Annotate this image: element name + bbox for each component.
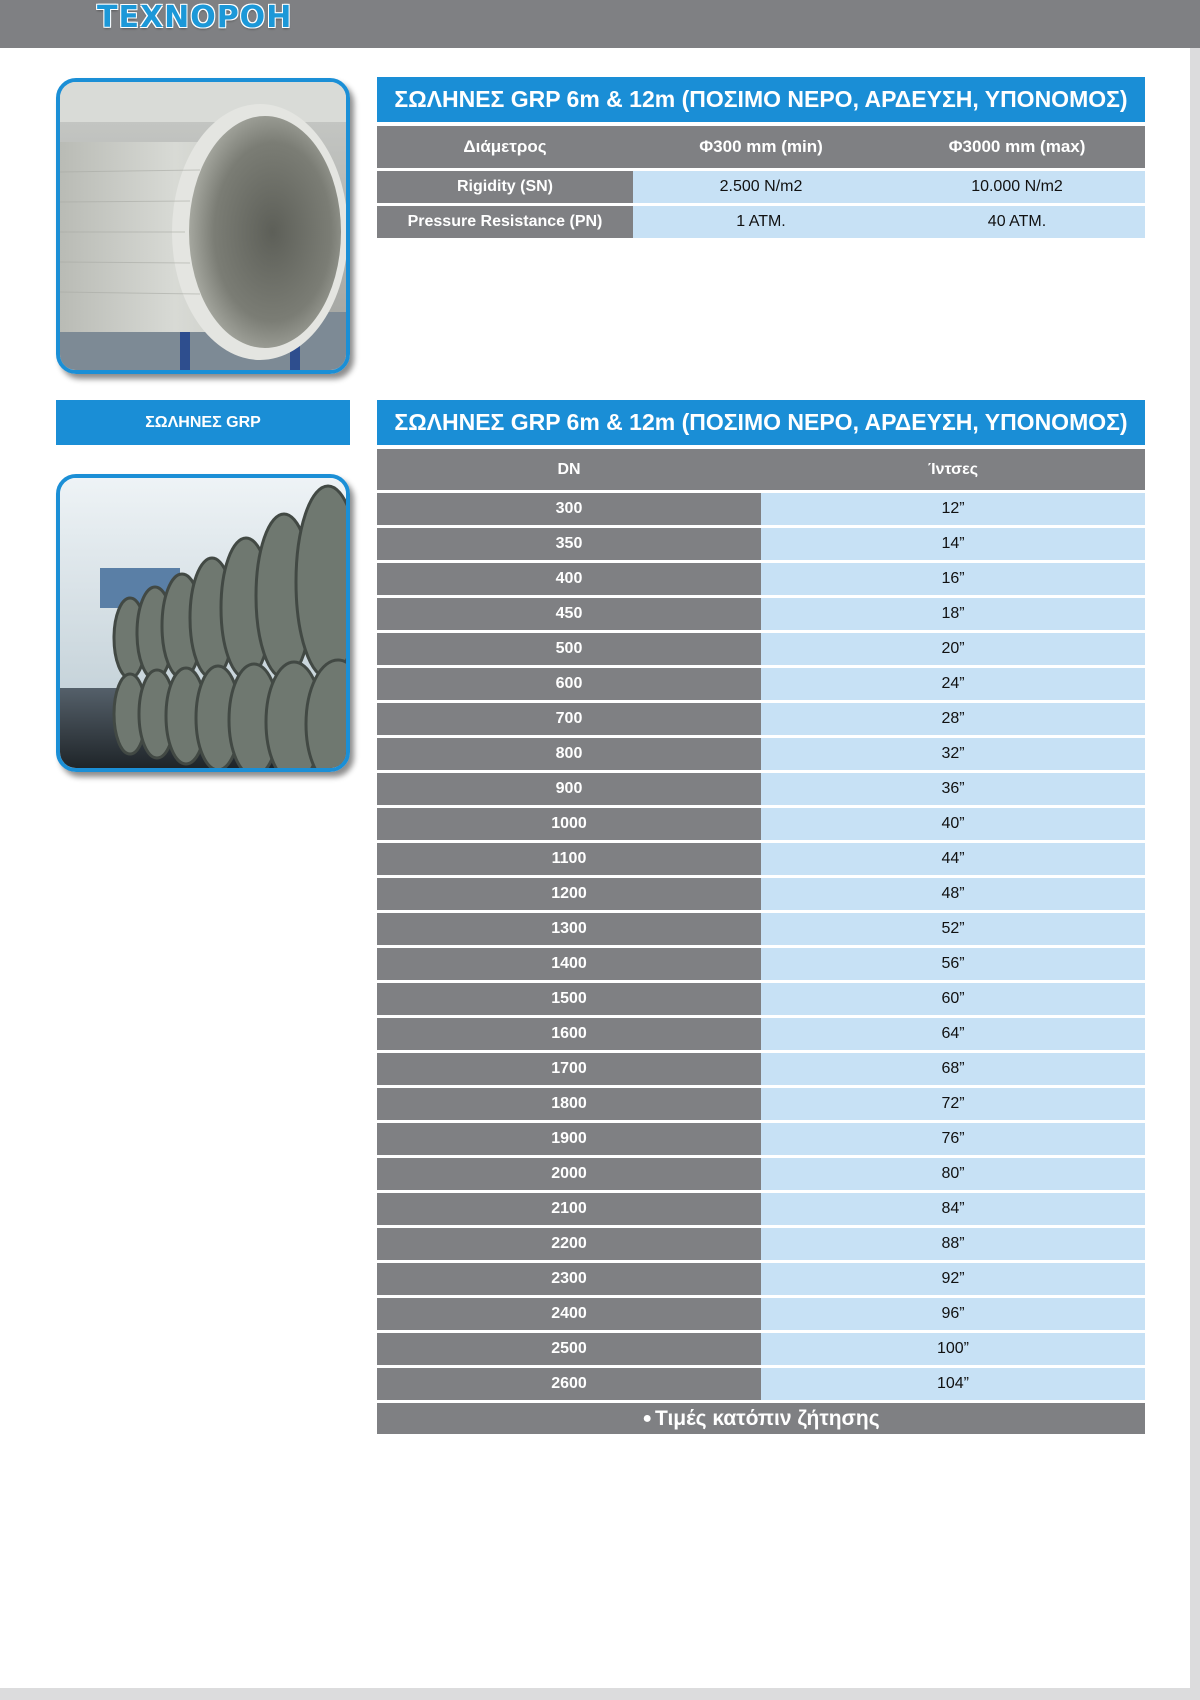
table-row <box>377 1228 1145 1260</box>
inches-cell: 96” <box>761 1298 1145 1330</box>
page-edge-bottom <box>0 1688 1200 1700</box>
inches-cell: 68” <box>761 1053 1145 1085</box>
row-label: Rigidity (SN) <box>377 171 633 203</box>
inches-cell: 56” <box>761 948 1145 980</box>
table-cell: 40 ATM. <box>889 206 1145 238</box>
inches-cell: 60” <box>761 983 1145 1015</box>
inches-cell: 44” <box>761 843 1145 875</box>
inches-cell: 52” <box>761 913 1145 945</box>
dn-cell: 1800 <box>377 1088 761 1120</box>
inches-cell: 64” <box>761 1018 1145 1050</box>
table-row <box>377 1368 1145 1400</box>
inches-cell: 104” <box>761 1368 1145 1400</box>
inches-cell: 12” <box>761 493 1145 525</box>
dn-cell: 2500 <box>377 1333 761 1365</box>
inches-cell: 92” <box>761 1263 1145 1295</box>
table-row <box>377 1263 1145 1295</box>
header-cell-dn: DN <box>377 449 761 490</box>
inches-cell: 48” <box>761 878 1145 910</box>
table-row <box>377 948 1145 980</box>
header-cell-inches: Ίντσες <box>761 449 1145 490</box>
table-row <box>377 703 1145 735</box>
stacked-pipes-photo <box>56 474 350 772</box>
header-cell: Φ3000 mm (max) <box>889 126 1145 168</box>
price-note-text: Τιμές κατόπιν ζήτησης <box>655 1406 880 1430</box>
dn-cell: 2200 <box>377 1228 761 1260</box>
sizes-table <box>377 400 1145 1434</box>
dn-cell: 450 <box>377 598 761 630</box>
dn-cell: 600 <box>377 668 761 700</box>
table-cell: 1 ATM. <box>633 206 889 238</box>
dn-cell: 400 <box>377 563 761 595</box>
table-header-row <box>377 449 1145 490</box>
table-row <box>377 171 1145 203</box>
dn-cell: 500 <box>377 633 761 665</box>
bullet-icon: ● <box>642 1409 653 1427</box>
table-row <box>377 528 1145 560</box>
dn-cell: 2300 <box>377 1263 761 1295</box>
table-header-row <box>377 126 1145 168</box>
table-row <box>377 773 1145 805</box>
table-row <box>377 1193 1145 1225</box>
dn-cell: 2600 <box>377 1368 761 1400</box>
dn-cell: 800 <box>377 738 761 770</box>
dn-cell: 1600 <box>377 1018 761 1050</box>
dn-cell: 300 <box>377 493 761 525</box>
table-row <box>377 1298 1145 1330</box>
dn-cell: 350 <box>377 528 761 560</box>
table-row <box>377 1123 1145 1155</box>
inches-cell: 72” <box>761 1088 1145 1120</box>
inches-cell: 88” <box>761 1228 1145 1260</box>
company-logo: ΤΕΧΝΟΡΟΗ <box>97 0 293 35</box>
table-row <box>377 738 1145 770</box>
inches-cell: 100” <box>761 1333 1145 1365</box>
table-row <box>377 633 1145 665</box>
dn-cell: 1200 <box>377 878 761 910</box>
table-row <box>377 913 1145 945</box>
dn-cell: 900 <box>377 773 761 805</box>
dn-cell: 1400 <box>377 948 761 980</box>
page-edge-right <box>1190 48 1200 1700</box>
inches-cell: 76” <box>761 1123 1145 1155</box>
dn-cell: 1900 <box>377 1123 761 1155</box>
inches-cell: 24” <box>761 668 1145 700</box>
inches-cell: 40” <box>761 808 1145 840</box>
inches-cell: 28” <box>761 703 1145 735</box>
header-bar <box>0 0 1200 48</box>
table-row <box>377 493 1145 525</box>
inches-cell: 18” <box>761 598 1145 630</box>
table-row <box>377 1333 1145 1365</box>
table-row <box>377 843 1145 875</box>
sizes-table-title: ΣΩΛΗΝΕΣ GRP 6m & 12m (ΠΟΣΙΜΟ ΝΕΡΟ, ΑΡΔΕΥΣΗ, ΥΠΟΝΟΜΟΣ) <box>377 400 1145 445</box>
row-label: Pressure Resistance (PN) <box>377 206 633 238</box>
inches-cell: 80” <box>761 1158 1145 1190</box>
dn-cell: 1500 <box>377 983 761 1015</box>
dn-cell: 1300 <box>377 913 761 945</box>
inches-cell: 36” <box>761 773 1145 805</box>
table-row <box>377 668 1145 700</box>
dn-cell: 1100 <box>377 843 761 875</box>
pipe-interior-photo <box>56 78 350 374</box>
specs-table-title: ΣΩΛΗΝΕΣ GRP 6m & 12m (ΠΟΣΙΜΟ ΝΕΡΟ, ΑΡΔΕΥΣΗ, ΥΠΟΝΟΜΟΣ) <box>377 77 1145 122</box>
header-cell: Φ300 mm (min) <box>633 126 889 168</box>
dn-cell: 1700 <box>377 1053 761 1085</box>
table-cell: 2.500 N/m2 <box>633 171 889 203</box>
sizes-table-body <box>377 493 1145 1400</box>
table-cell: 10.000 N/m2 <box>889 171 1145 203</box>
table-row <box>377 598 1145 630</box>
specs-table <box>377 77 1145 241</box>
dn-cell: 2000 <box>377 1158 761 1190</box>
sidebar-section-label: ΣΩΛΗΝΕΣ GRP <box>56 400 350 445</box>
table-row <box>377 983 1145 1015</box>
inches-cell: 20” <box>761 633 1145 665</box>
header-cell: Διάμετρος <box>377 126 633 168</box>
table-row <box>377 1018 1145 1050</box>
inches-cell: 84” <box>761 1193 1145 1225</box>
inches-cell: 14” <box>761 528 1145 560</box>
table-row <box>377 1158 1145 1190</box>
dn-cell: 2100 <box>377 1193 761 1225</box>
inches-cell: 32” <box>761 738 1145 770</box>
dn-cell: 1000 <box>377 808 761 840</box>
table-row <box>377 206 1145 238</box>
price-note <box>377 1403 1145 1434</box>
inches-cell: 16” <box>761 563 1145 595</box>
table-row <box>377 1088 1145 1120</box>
table-row <box>377 1053 1145 1085</box>
table-row <box>377 808 1145 840</box>
dn-cell: 2400 <box>377 1298 761 1330</box>
table-row <box>377 878 1145 910</box>
dn-cell: 700 <box>377 703 761 735</box>
table-row <box>377 563 1145 595</box>
